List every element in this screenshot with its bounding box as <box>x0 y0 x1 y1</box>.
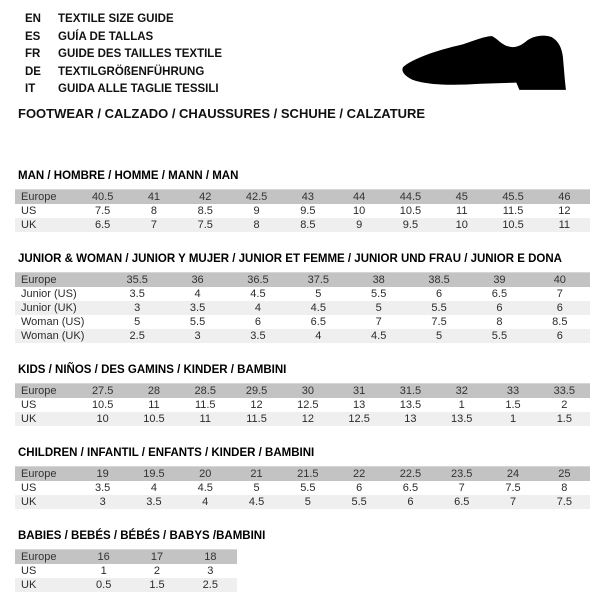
size-cell: 1.5 <box>539 412 590 426</box>
table-title: JUNIOR & WOMAN / JUNIOR Y MUJER / JUNIOR ET FEMME / JUNIOR UND FRAU / JUNIOR E DONA <box>18 253 562 265</box>
size-cell: 42.5 <box>231 190 282 205</box>
table-row <box>15 564 237 578</box>
size-cell: 5 <box>409 329 469 343</box>
size-cell: 3.5 <box>228 329 288 343</box>
size-cell: 1.5 <box>130 578 183 592</box>
size-cell: 11 <box>539 218 590 232</box>
size-cell: 7 <box>487 495 538 509</box>
size-cell: 7.5 <box>431 316 447 328</box>
size-cell: 24 <box>487 467 538 482</box>
size-cell: 8 <box>561 482 568 494</box>
table-title: MAN / HOMBRE / HOMME / MANN / MAN <box>18 170 239 182</box>
row-label: Woman (US) <box>21 316 85 328</box>
size-cell: 4.5 <box>250 288 266 300</box>
size-cell: 7 <box>556 288 563 300</box>
size-cell: 9.5 <box>385 218 436 232</box>
size-cell: 1 <box>100 565 107 577</box>
size-tables <box>15 170 590 613</box>
size-cell: 4 <box>150 482 157 494</box>
size-cell: 3.5 <box>95 482 111 494</box>
size-cell: 6 <box>356 482 363 494</box>
table-row <box>15 329 590 343</box>
size-cell: 5.5 <box>333 495 384 509</box>
size-cell: 40.5 <box>77 190 128 205</box>
size-cell: 11.5 <box>231 412 282 426</box>
size-cell: 4.5 <box>288 301 348 315</box>
size-cell: 4 <box>288 329 348 343</box>
size-cell: 31 <box>333 384 384 399</box>
size-cell: 20 <box>180 467 231 482</box>
size-cell: 5.5 <box>409 301 469 315</box>
size-cell: 9 <box>333 218 384 232</box>
size-cell: 5.5 <box>469 329 529 343</box>
table-row <box>15 481 590 495</box>
size-cell: 25 <box>539 467 590 482</box>
size-cell: 19.5 <box>128 467 179 482</box>
size-cell: 4.5 <box>231 495 282 509</box>
size-cell: 1 <box>487 412 538 426</box>
size-cell: 22 <box>333 467 384 482</box>
size-cell: 5 <box>315 288 322 300</box>
size-cell: 33 <box>487 384 538 399</box>
size-cell: 44.5 <box>385 190 436 205</box>
size-cell: 8.5 <box>282 218 333 232</box>
table-title: KIDS / NIÑOS / DES GAMINS / KINDER / BAMBINI <box>18 364 287 376</box>
size-cell: 43 <box>282 190 333 205</box>
size-cell: 6.5 <box>436 495 487 509</box>
size-cell: 7.5 <box>95 205 111 217</box>
size-cell: 29.5 <box>231 384 282 399</box>
language-row <box>25 29 222 47</box>
size-cell: 3.5 <box>128 495 179 509</box>
size-cell: 7.5 <box>505 482 521 494</box>
table-title: BABIES / BEBÉS / BÉBÉS / BABYS /BAMBINI <box>18 530 266 542</box>
language-row <box>25 64 222 82</box>
size-cell: 1.5 <box>505 399 521 411</box>
table-row <box>15 273 590 288</box>
size-cell: 17 <box>130 550 183 565</box>
size-cell: 6 <box>530 301 590 315</box>
size-cell: 40 <box>530 273 590 288</box>
size-cell: 5 <box>282 495 333 509</box>
size-cell: 37.5 <box>288 273 348 288</box>
size-cell: 7 <box>375 316 382 328</box>
size-cell: 11.5 <box>502 205 524 217</box>
size-cell: 12 <box>250 399 263 411</box>
size-cell: 10.5 <box>91 399 114 411</box>
size-cell: 6.5 <box>310 316 326 328</box>
row-label: UK <box>15 412 77 426</box>
table-row <box>15 218 590 232</box>
table-row <box>15 315 590 329</box>
size-cell: 18 <box>184 550 237 565</box>
size-cell: 5.5 <box>371 288 387 300</box>
language-code: ES <box>25 30 41 43</box>
size-cell: 10 <box>77 412 128 426</box>
size-cell: 16 <box>77 550 130 565</box>
row-label: Junior (US) <box>21 288 77 300</box>
row-label: UK <box>15 495 77 509</box>
size-cell: 46 <box>539 190 590 205</box>
size-cell: 4.5 <box>197 482 213 494</box>
size-cell: 11 <box>148 399 160 411</box>
row-label: Europe <box>15 550 77 565</box>
language-row <box>25 46 222 64</box>
size-cell: 11 <box>180 412 231 426</box>
language-label: GUIDE DES TAILLES TEXTILE <box>58 48 222 60</box>
size-cell: 4 <box>228 301 288 315</box>
size-cell: 2.5 <box>184 578 237 592</box>
size-cell: 11 <box>456 205 468 217</box>
size-cell: 8.5 <box>552 316 568 328</box>
size-cell: 9.5 <box>300 205 316 217</box>
size-cell: 11.5 <box>194 399 216 411</box>
size-cell: 6 <box>469 301 529 315</box>
size-cell: 1 <box>458 399 465 411</box>
size-cell: 7 <box>128 218 179 232</box>
size-cell: 4 <box>194 288 201 300</box>
row-label: Europe <box>15 273 107 288</box>
size-cell: 10 <box>353 205 366 217</box>
language-label: GUÍA DE TALLAS <box>58 30 154 43</box>
size-table-section <box>15 170 590 232</box>
size-cell: 6 <box>436 288 443 300</box>
language-label: TEXTILGRÖßENFÜHRUNG <box>58 65 205 78</box>
size-cell: 4 <box>180 495 231 509</box>
size-cell: 3 <box>207 565 214 577</box>
size-cell: 39 <box>469 273 529 288</box>
table-row <box>15 287 590 301</box>
size-cell: 36.5 <box>228 273 288 288</box>
table-row <box>15 467 590 482</box>
size-cell: 5 <box>253 482 260 494</box>
row-label: Europe <box>15 190 77 205</box>
size-cell: 9 <box>253 205 260 217</box>
size-cell: 38.5 <box>409 273 469 288</box>
size-cell: 7.5 <box>180 218 231 232</box>
size-cell: 8 <box>496 316 503 328</box>
size-cell: 6.5 <box>77 218 128 232</box>
table-row <box>15 412 590 426</box>
size-cell: 8 <box>231 218 282 232</box>
size-cell: 3 <box>167 329 227 343</box>
size-table-section <box>15 530 590 592</box>
size-table <box>15 189 590 232</box>
size-cell: 8.5 <box>197 205 213 217</box>
size-cell: 23.5 <box>436 467 487 482</box>
language-row <box>25 81 222 99</box>
size-cell: 27.5 <box>77 384 128 399</box>
size-cell: 10.5 <box>399 205 422 217</box>
size-cell: 38 <box>349 273 409 288</box>
size-cell: 30 <box>282 384 333 399</box>
table-row <box>15 398 590 412</box>
size-table-section <box>15 364 590 426</box>
size-cell: 13.5 <box>436 412 487 426</box>
size-cell: 32 <box>436 384 487 399</box>
size-cell: 6 <box>530 329 590 343</box>
size-cell: 36 <box>167 273 227 288</box>
size-table <box>15 383 590 426</box>
size-cell: 10.5 <box>487 218 538 232</box>
row-label: Woman (UK) <box>15 329 107 343</box>
size-cell: 45 <box>436 190 487 205</box>
row-label: US <box>21 399 37 411</box>
size-cell: 7.5 <box>539 495 590 509</box>
row-label: US <box>21 205 37 217</box>
size-cell: 5.5 <box>189 316 206 328</box>
size-cell: 44 <box>333 190 384 205</box>
language-row <box>25 11 222 29</box>
size-cell: 6.5 <box>491 288 508 300</box>
size-cell: 31.5 <box>385 384 436 399</box>
table-row <box>15 384 590 399</box>
row-label: Europe <box>15 467 77 482</box>
category-heading: FOOTWEAR / CALZADO / CHAUSSURES / SCHUHE / CALZATURE <box>18 106 426 121</box>
language-code: DE <box>25 65 41 78</box>
size-cell: 12.5 <box>333 412 384 426</box>
size-cell: 12.5 <box>297 399 319 411</box>
size-cell: 13 <box>353 399 366 411</box>
size-table-section <box>15 447 590 509</box>
size-cell: 6 <box>254 316 261 328</box>
size-cell: 28.5 <box>180 384 231 399</box>
size-table <box>15 466 590 509</box>
language-code: EN <box>25 13 41 25</box>
size-cell: 45.5 <box>487 190 538 205</box>
size-cell: 3.5 <box>167 301 227 315</box>
size-cell: 41 <box>128 190 179 205</box>
row-label: UK <box>15 578 77 592</box>
size-cell: 19 <box>77 467 128 482</box>
size-cell: 6 <box>385 495 436 509</box>
size-cell: 4.5 <box>349 329 409 343</box>
language-code: FR <box>25 48 41 60</box>
size-cell: 35.5 <box>107 273 167 288</box>
table-row <box>15 550 237 565</box>
row-label: Europe <box>15 384 77 399</box>
size-cell: 10.5 <box>128 412 179 426</box>
size-cell: 3.5 <box>129 288 145 300</box>
size-cell: 2 <box>153 565 161 577</box>
size-table <box>15 272 590 343</box>
size-cell: 3 <box>107 301 167 315</box>
size-cell: 6.5 <box>402 482 419 494</box>
size-cell: 12 <box>558 205 571 217</box>
size-cell: 33.5 <box>539 384 590 399</box>
size-cell: 5 <box>134 316 141 328</box>
table-title: CHILDREN / INFANTIL / ENFANTS / KINDER / BAMBINI <box>18 447 315 459</box>
size-cell: 21 <box>231 467 282 482</box>
size-cell: 2 <box>561 399 568 411</box>
size-cell: 2.5 <box>107 329 167 343</box>
size-cell: 5 <box>349 301 409 315</box>
size-table <box>15 549 237 592</box>
size-cell: 0.5 <box>77 578 130 592</box>
table-row <box>15 301 590 315</box>
row-label: US <box>21 482 37 494</box>
language-code: IT <box>25 83 36 95</box>
size-cell: 10 <box>436 218 487 232</box>
size-cell: 13.5 <box>399 399 422 411</box>
size-table-section <box>15 253 590 343</box>
size-cell: 12 <box>282 412 333 426</box>
row-label: Junior (UK) <box>15 301 107 315</box>
row-label: US <box>21 565 37 577</box>
language-label: GUIDA ALLE TAGLIE TESSILI <box>58 83 219 95</box>
size-cell: 3 <box>77 495 128 509</box>
size-cell: 22.5 <box>385 467 436 482</box>
row-label: UK <box>15 218 77 232</box>
table-row <box>15 495 590 509</box>
dress-shoe-icon <box>400 34 572 92</box>
size-cell: 42 <box>180 190 231 205</box>
size-cell: 7 <box>458 482 465 494</box>
size-cell: 28 <box>128 384 179 399</box>
table-row <box>15 190 590 205</box>
size-cell: 8 <box>150 205 157 217</box>
language-list <box>25 11 222 99</box>
size-cell: 5.5 <box>300 482 316 494</box>
table-row <box>15 578 237 592</box>
table-row <box>15 204 590 218</box>
size-cell: 21.5 <box>282 467 333 482</box>
language-label: TEXTILE SIZE GUIDE <box>58 13 174 25</box>
size-cell: 13 <box>385 412 436 426</box>
